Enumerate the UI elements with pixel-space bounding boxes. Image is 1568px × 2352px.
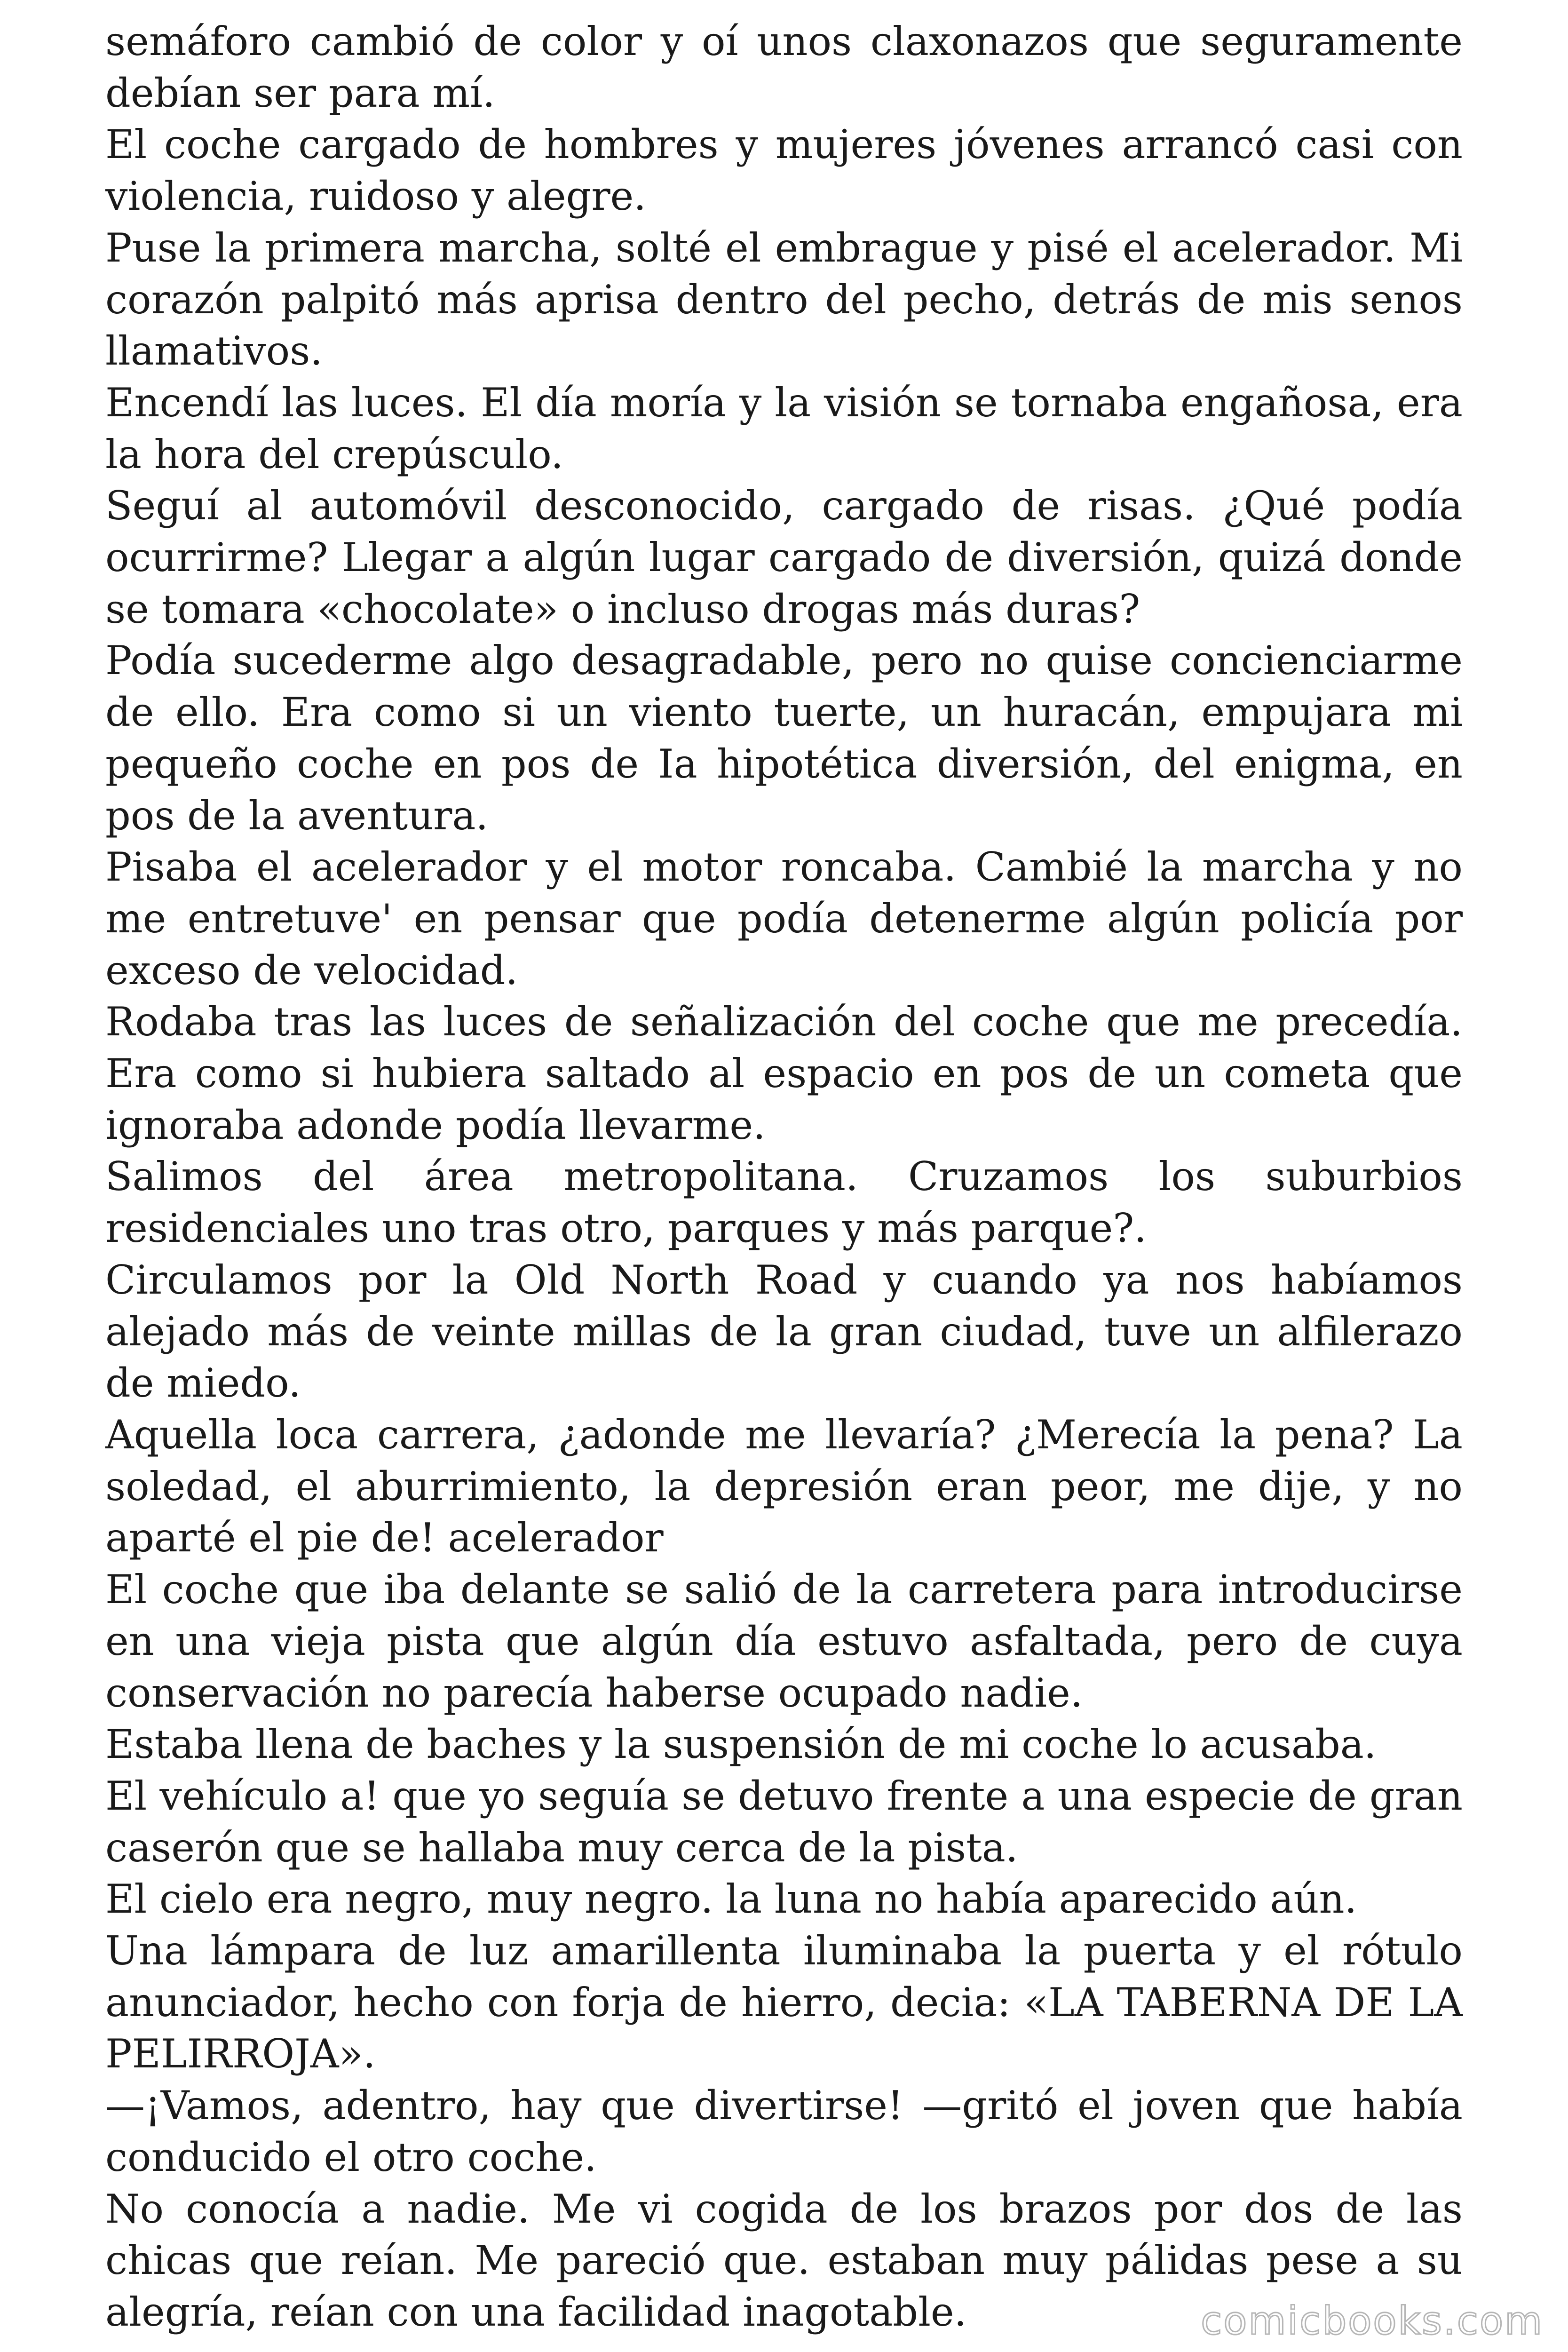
paragraph: Encendí las luces. El día moría y la visión se tornaba engañosa, era la hora del crepúsculo.	[105, 379, 1463, 477]
watermark: comicbooks.com	[1201, 2299, 1544, 2344]
paragraph: Estaba llena de baches y la suspensión de mi coche lo acusaba.	[105, 1721, 1377, 1768]
page-body	[105, 16, 1463, 2338]
paragraph: El coche cargado de hombres y mujeres jóvenes arrancó casi con violencia, ruidoso y alegre.	[105, 121, 1463, 220]
paragraph: Seguí al automóvil desconocido, cargado de risas. ¿Qué podía ocurrirme? Llegar a algún lugar cargado de diversión, quizá donde se tomara «chocolate» o incluso drogas más duras?	[105, 483, 1463, 632]
paragraph: Aquella loca carrera, ¿adonde me llevaría? ¿Merecía la pena? La soledad, el aburrimiento, la depresión eran peor, me dije, y no aparté el pie de! acelerador	[105, 1411, 1463, 1561]
paragraph: Podía sucederme algo desagradable, pero no quise concienciarme de ello. Era como si un viento tuerte, un huracán, empujara mi pequeño coche en pos de Ia hipotética diversión, del enigma, en pos de la aventura.	[105, 637, 1463, 839]
paragraph: No conocía a nadie. Me vi cogida de los brazos por dos de las chicas que reían. Me pareció que. estaban muy pálidas pese a su alegría, reían con una facilidad inagotable.	[105, 2185, 1463, 2335]
paragraph: Puse la primera marcha, solté el embrague y pisé el acelerador. Mi corazón palpitó más aprisa dentro del pecho, detrás de mis senos llamativos.	[105, 224, 1463, 374]
paragraph: Una lámpara de luz amarillenta iluminaba la puerta y el rótulo anunciador, hecho con forja de hierro, decia: «LA TABERNA DE LA PELIRROJA».	[105, 1928, 1463, 2077]
paragraph: Pisaba el acelerador y el motor roncaba. Cambié la marcha y no me entretuve' en pensar que podía detenerme algún policía por exceso de velocidad.	[105, 844, 1463, 993]
paragraph: Salimos del área metropolitana. Cruzamos los suburbios residenciales uno tras otro, parques y más parque?.	[105, 1153, 1463, 1252]
paragraph: Circulamos por la Old North Road y cuando ya nos habíamos alejado más de veinte millas de la gran ciudad, tuve un alfilerazo de miedo.	[105, 1256, 1463, 1406]
paragraph: —¡Vamos, adentro, hay que divertirse! —gritó el joven que había conducido el otro coche.	[105, 2082, 1463, 2180]
paragraph: semáforo cambió de color y oí unos claxonazos que seguramente debían ser para mí.	[105, 18, 1463, 116]
paragraph: El cielo era negro, muy negro. la luna no había aparecido aún.	[105, 1876, 1357, 1923]
paragraph: Rodaba tras las luces de señalización del coche que me precedía. Era como si hubiera saltado al espacio en pos de un cometa que ignoraba adonde podía llevarme.	[105, 999, 1463, 1148]
paragraph: El coche que iba delante se salió de la carretera para introducirse en una vieja pista que algún día estuvo asfaltada, pero de cuya conservación no parecía haberse ocupado nadie.	[105, 1566, 1463, 1716]
paragraph: El vehículo a! que yo seguía se detuvo frente a una especie de gran caserón que se hallaba muy cerca de la pista.	[105, 1772, 1463, 1871]
